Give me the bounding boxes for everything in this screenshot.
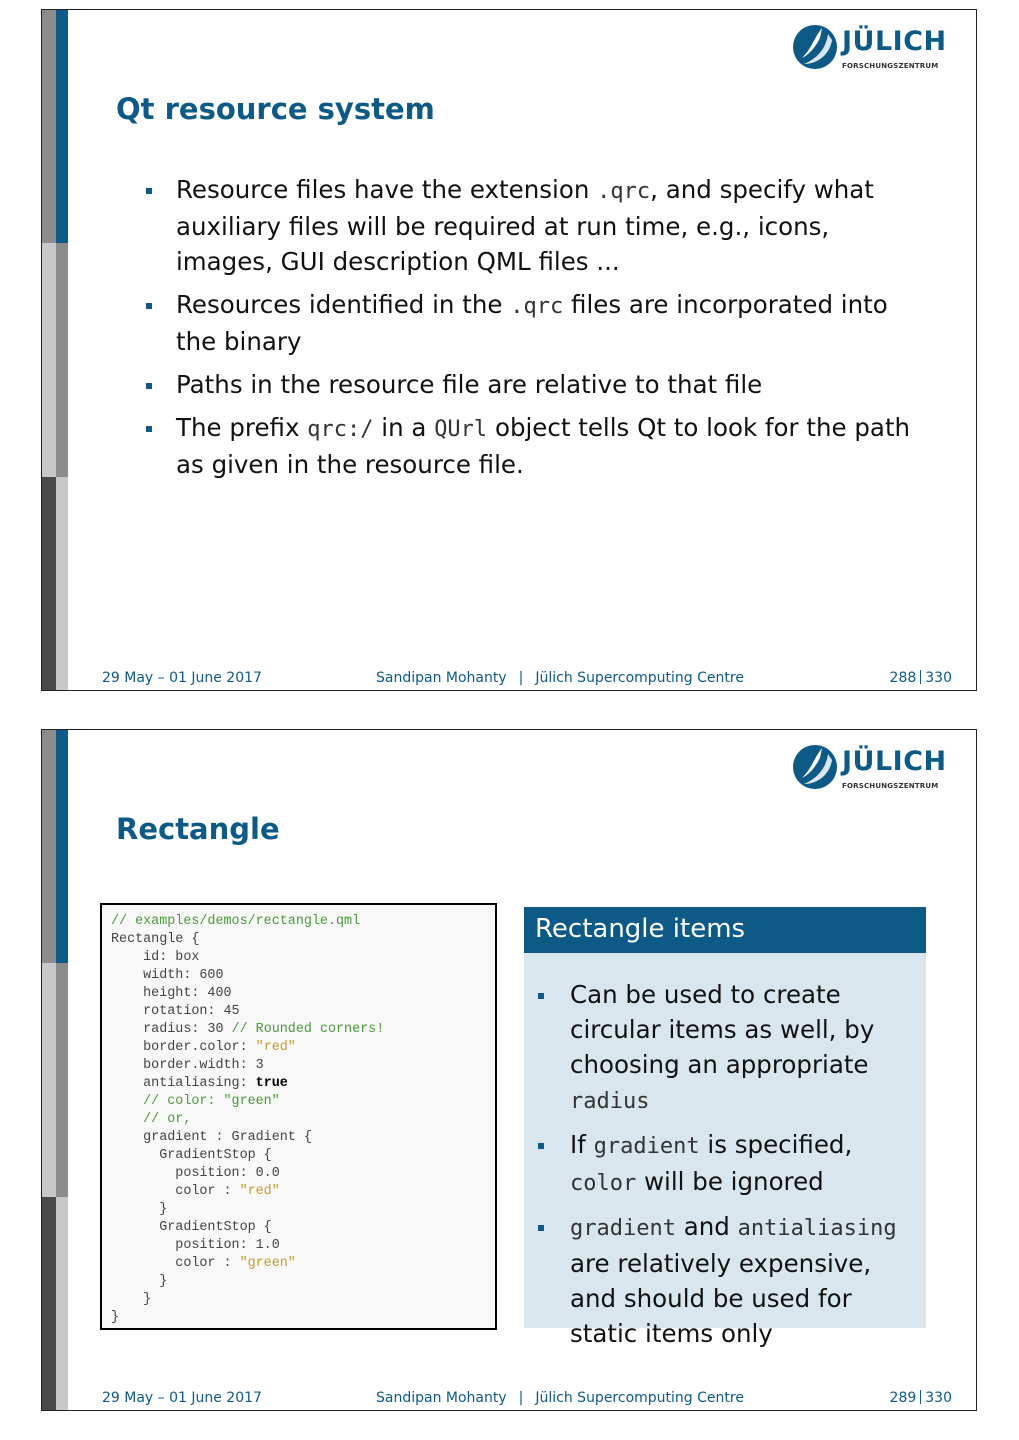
side-bar-segment [56, 963, 68, 1197]
footer-date: 29 May – 01 June 2017 [102, 1390, 262, 1406]
side-bar-segment [56, 730, 68, 963]
slide-footer [42, 670, 976, 690]
slide-289 [41, 729, 977, 1411]
bullet-square-icon [146, 303, 152, 309]
list-item: If gradient is specified, color will be ignored [538, 1127, 922, 1201]
side-bar-segment [42, 243, 56, 477]
rectangle-items-box [524, 907, 926, 1348]
julich-emblem-icon [792, 744, 838, 790]
logo-subtitle: FORSCHUNGSZENTRUM [842, 782, 939, 790]
side-bar-segment [42, 10, 56, 243]
side-bar-segment [56, 477, 68, 690]
logo-wordmark: JÜLICH [842, 746, 947, 777]
side-bar-segment [56, 1197, 68, 1410]
footer-author-org: Sandipan Mohanty | Jülich Supercomputing Centre [376, 670, 744, 686]
side-bar-segment [56, 10, 68, 243]
footer-date: 29 May – 01 June 2017 [102, 670, 262, 686]
list-item: The prefix qrc:/ in a QUrl object tells Qt to look for the path as given in the resource file. [142, 410, 912, 482]
page-number: 288 330 [889, 670, 952, 686]
slide-title: Qt resource system [116, 92, 435, 126]
bullet-square-icon [538, 1143, 544, 1149]
julich-logo [792, 22, 952, 76]
slide-footer [42, 1390, 976, 1410]
bullet-square-icon [146, 383, 152, 389]
list-item: Resources identified in the .qrc files are incorporated into the binary [142, 287, 912, 359]
bullet-square-icon [538, 993, 544, 999]
julich-emblem-icon [792, 24, 838, 70]
list-item: Resource files have the extension .qrc, and specify what auxiliary files will be required at run time, e.g., icons, images, GUI description QML files ... [142, 172, 912, 279]
slide-288 [41, 9, 977, 691]
logo-wordmark: JÜLICH [842, 26, 947, 57]
list-item: gradient and antialiasing are relatively expensive, and should be used for static items only [538, 1209, 922, 1351]
box-title: Rectangle items [524, 907, 926, 953]
page-number: 289 330 [889, 1390, 952, 1406]
side-bar-segment [42, 1197, 56, 1410]
bullet-square-icon [146, 188, 152, 194]
bullet-list [142, 172, 912, 490]
logo-subtitle: FORSCHUNGSZENTRUM [842, 62, 939, 70]
bullet-square-icon [146, 426, 152, 432]
julich-logo [792, 742, 952, 796]
slide-title: Rectangle [116, 812, 280, 846]
side-bar-segment [42, 963, 56, 1197]
footer-author-org: Sandipan Mohanty | Jülich Supercomputing Centre [376, 1390, 744, 1406]
side-bar-segment [42, 730, 56, 963]
bullet-list [538, 977, 922, 1359]
code-listing: // examples/demos/rectangle.qml Rectangle { id: box width: 600 height: 400 rotation: 45 radius: 30 // Rounded corners! border.color: "red" border.width: 3 antialiasing: true // color: "green" // or, gradient : Gradient { GradientStop { position: 0.0 color : "red" } GradientStop { position: 1.0 color : "green" } } } [100, 903, 497, 1330]
side-bar-segment [56, 243, 68, 477]
list-item: Can be used to create circular items as well, by choosing an appropriate radius [538, 977, 922, 1119]
list-item: Paths in the resource file are relative to that file [142, 367, 912, 402]
side-bar-segment [42, 477, 56, 690]
bullet-square-icon [538, 1225, 544, 1231]
